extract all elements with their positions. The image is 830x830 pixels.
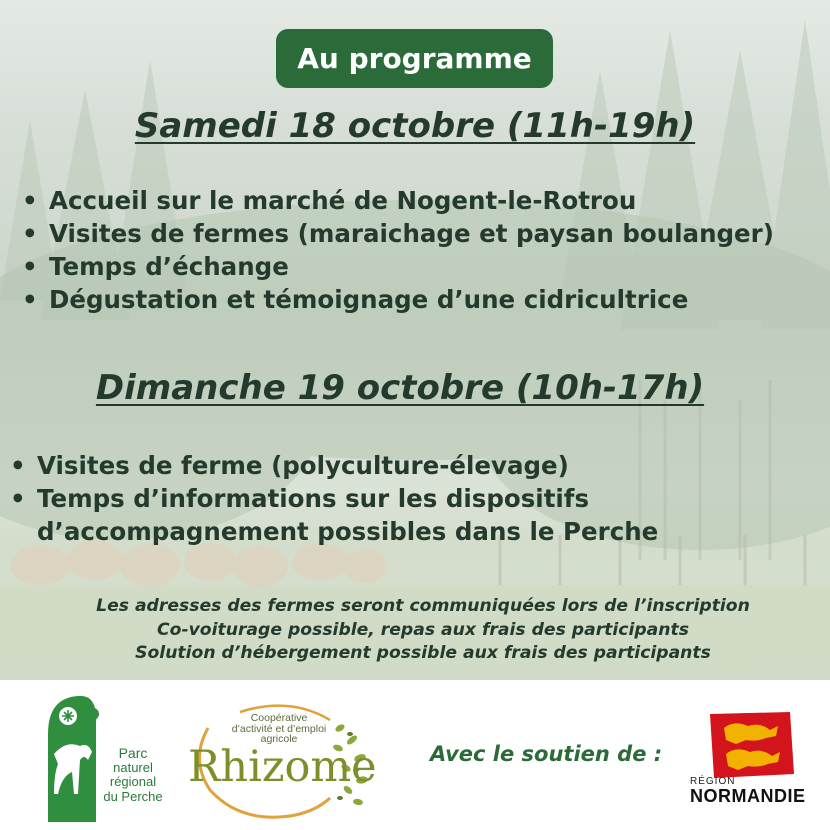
rhizome-subtitle: [231, 713, 327, 745]
sunday-list: [10, 449, 658, 548]
list-item: • Visites de fermes (maraichage et paysan boulanger): [22, 217, 774, 250]
list-item-line: d’accompagnement possibles dans le Perche: [37, 517, 659, 546]
list-item: • Visites de ferme (polyculture-élevage): [10, 449, 658, 482]
parc-line: du Perche: [103, 788, 163, 804]
parc-line: régional: [109, 774, 157, 789]
saturday-list: [22, 184, 774, 316]
note-line: Solution d’hébergement possible aux frais des participants: [135, 643, 711, 663]
support-label: Avec le soutien de :: [430, 742, 663, 766]
rhizome-sub-line: Coopérative: [250, 712, 308, 724]
practical-notes: [0, 595, 830, 666]
rhizome-name: Rhizome: [188, 742, 377, 792]
sunday-title: Dimanche 19 octobre (10h-17h): [95, 368, 705, 408]
parc-line: naturel: [113, 759, 153, 775]
program-badge: Au programme: [276, 29, 553, 88]
list-item-line: Temps d’informations sur les dispositifs: [37, 484, 590, 513]
list-item: • Temps d’échange: [22, 250, 774, 283]
parc-line: Parc: [118, 745, 148, 761]
list-item: • Dégustation et témoignage d’une cidricultrice: [22, 283, 774, 316]
region-label: RÉGION: [690, 776, 736, 787]
note-line: Les adresses des fermes seront communiquées lors de l’inscription: [96, 596, 750, 616]
partners-footer: [0, 680, 830, 830]
leopards-flag-icon: [690, 712, 830, 830]
note-line: Co-voiturage possible, repas aux frais des participants: [157, 619, 689, 640]
saturday-title: Samedi 18 octobre (11h-19h): [134, 106, 696, 146]
parc-perche-name: [101, 746, 165, 804]
list-item: • Accueil sur le marché de Nogent-le-Rotrou: [22, 184, 774, 217]
normandie-name: NORMANDIE: [690, 786, 806, 806]
rhizome-sub-line: agricole: [260, 733, 298, 745]
rhizome-sub-line: d’activité et d’emploi: [231, 722, 327, 735]
list-item: [10, 482, 658, 548]
